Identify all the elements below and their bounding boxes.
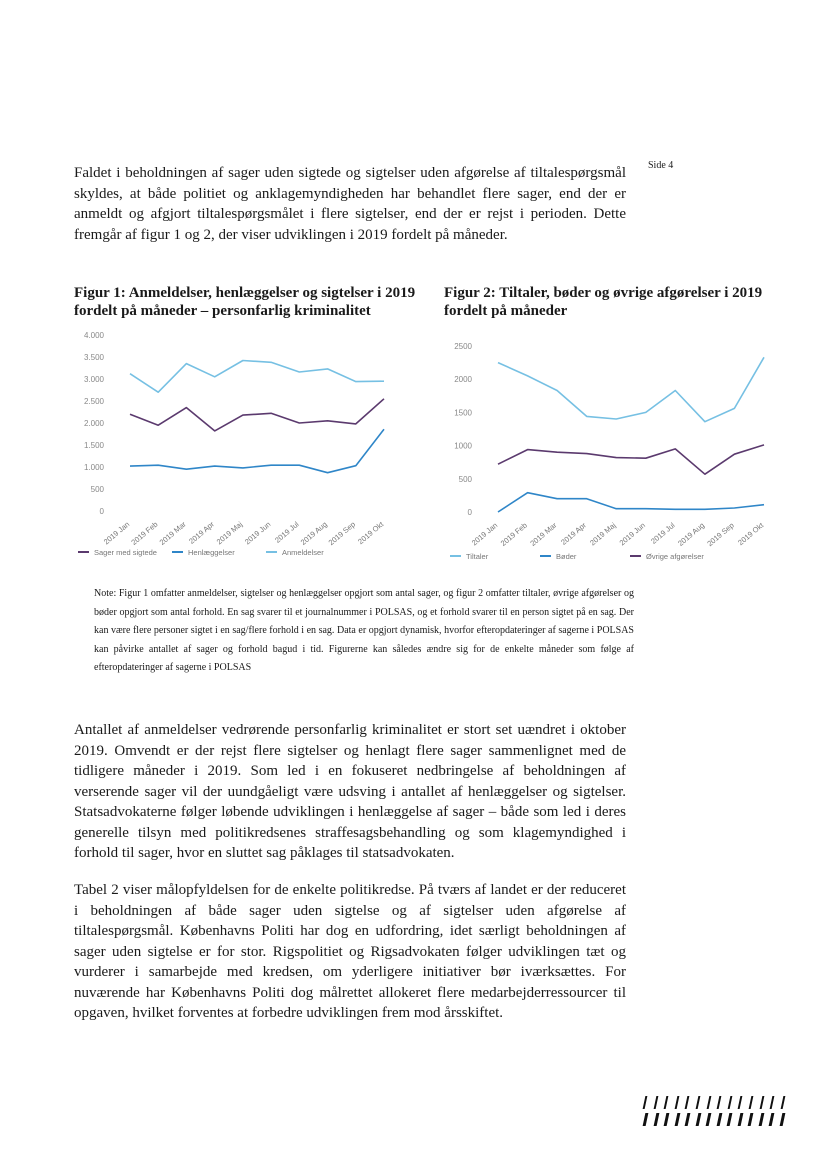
x-tick-label: 2019 Feb (498, 520, 529, 548)
legend-label: Bøder (556, 552, 577, 561)
series-line-3 (130, 361, 384, 393)
y-tick-label: 3.500 (83, 353, 104, 362)
y-tick-label: 0 (467, 508, 472, 517)
y-tick-label: 2000 (454, 375, 472, 385)
x-tick-label: 2019 Apr (187, 519, 216, 546)
figure-1-chart (74, 328, 404, 564)
legend-label: Sager med sigtede (94, 548, 157, 557)
x-tick-label: 2019 Sep (326, 519, 358, 548)
x-tick-label: 2019 Mar (528, 520, 559, 548)
y-tick-label: 3.000 (83, 375, 104, 384)
x-tick-label: 2019 Mar (157, 519, 188, 547)
figure-note: Note: Figur 1 omfatter anmeldelser, sigtelser og henlæggelser opgjort som antal sager, og figur 2 omfatter tiltaler, øvrige afgørelser og bøder opgjort som antal forhold. En sag svarer til et journalnummer i POLSAS, og et forhold svarer til en person sigtet på en sag. Der kan være flere personer sigtet i en sag/flere forhold i en sag. Data er opgjort dynamisk, hvorfor efteropdateringer af sagerne i POLSAS kan påvirke antallet af sager og forhold bagud i tid. Figurerne kan således ændre sig for de enkelte måneder som følge af efteropdateringer af sagerne i POLSAS (94, 588, 634, 673)
y-tick-label: 1500 (454, 408, 472, 418)
y-tick-label: 500 (90, 485, 104, 494)
table-2-paragraph: Tabel 2 viser målopfyldelsen for de enkelte politikredse. På tværs af landet er der reduceret i beholdningen af både sager uden sigtelse og af sigtelser uden afgørelse af tiltalespørgsmål. Københavns Politi har dog en udfordring, idet særligt beholdningen af sager uden sigtelse er for stor. Rigspolitiet og Rigsadvokaten følger udviklingen tæt og vurderer i samarbejde med kredsen, om yderligere initiativer bør iværksættes. For nuværende har Københavns Politi dog målrettet allokeret flere medarbejderressourcer til opgaven, hvilket forventes at forbedre udviklingen frem mod årsskiftet. (74, 882, 626, 1021)
y-tick-label: 2.000 (83, 419, 104, 428)
series-line-2 (498, 493, 764, 512)
x-tick-label: 2019 Okt (736, 520, 766, 548)
y-tick-label: 2.500 (83, 397, 104, 406)
analysis-paragraph: Antallet af anmeldelser vedrørende personfarlig kriminalitet er stort set uændret i oktober 2019. Omvendt er der rejst flere sigtelser og henlagt flere sager sammenlignet med de tidligere måneder i 2019. Som led i en fokuseret nedbringelse af beholdningen af verserende sager vil der uundgåeligt være udsving i antallet af henlæggelser og sigtelser. Statsadvokaterne følger løbende udviklingen i henlæggelse af sager – både som led i deres generelle tilsyn med politikredsenes straffesagsbehandling og som klagemyndighed i forhold til sager, hvor en sluttet sag påklages til statsadvokaten. (74, 722, 626, 861)
y-tick-label: 2500 (454, 342, 472, 351)
figure-2-chart (440, 336, 780, 564)
legend-label: Henlæggelser (188, 548, 235, 557)
x-tick-label: 2019 Apr (559, 520, 588, 547)
figure-1-title: Figur 1: Anmeldelser, henlæggelser og sigtelser i 2019 fordelt på måneder – personfarlig kriminalitet (74, 285, 416, 319)
x-tick-label: 2019 Jan (469, 520, 500, 548)
x-tick-label: 2019 Feb (129, 519, 160, 547)
y-tick-label: 4.000 (83, 331, 104, 340)
x-tick-label: 2019 Sep (705, 520, 736, 549)
y-tick-label: 1.500 (83, 441, 104, 450)
x-tick-label: 2019 Jun (242, 519, 273, 547)
x-tick-label: 2019 Okt (356, 519, 386, 547)
y-tick-label: 0 (99, 507, 104, 516)
series-line-2 (130, 429, 384, 473)
x-tick-label: 2019 Jul (649, 520, 677, 546)
side-label: Side 4 (648, 160, 674, 171)
x-tick-label: 2019 Maj (214, 519, 245, 547)
series-line-3 (498, 445, 764, 474)
x-tick-label: 2019 Jan (101, 519, 132, 547)
series-line-1 (130, 399, 384, 431)
y-tick-label: 1000 (454, 441, 472, 451)
x-tick-label: 2019 Aug (298, 519, 329, 547)
intro-paragraph: Faldet i beholdningen af sager uden sigtede og sigtelser uden afgørelse af tiltalespørgsmål skyldes, at både politiet og anklagemyndigheden har behandlet flere sager, end der er anmeldt og afgjort tiltalespørgsmålet i flere sigtelser, end der er rejst i perioden. Dette fremgår af figur 1 og 2, der viser udviklingen i 2019 fordelt på måneder. (74, 165, 626, 243)
series-line-1 (498, 357, 764, 421)
legend-label: Øvrige afgørelser (646, 552, 704, 561)
legend-label: Anmeldelser (282, 548, 324, 557)
x-tick-label: 2019 Maj (588, 520, 618, 548)
document-barcode-stamp (644, 1096, 784, 1128)
figure-2-title: Figur 2: Tiltaler, bøder og øvrige afgørelser i 2019 fordelt på måneder (444, 285, 763, 319)
y-tick-label: 1.000 (83, 463, 104, 472)
x-tick-label: 2019 Jun (617, 520, 648, 548)
y-tick-label: 500 (458, 474, 472, 484)
legend-label: Tiltaler (466, 552, 489, 561)
x-tick-label: 2019 Jul (273, 519, 301, 545)
x-tick-label: 2019 Aug (676, 520, 707, 548)
